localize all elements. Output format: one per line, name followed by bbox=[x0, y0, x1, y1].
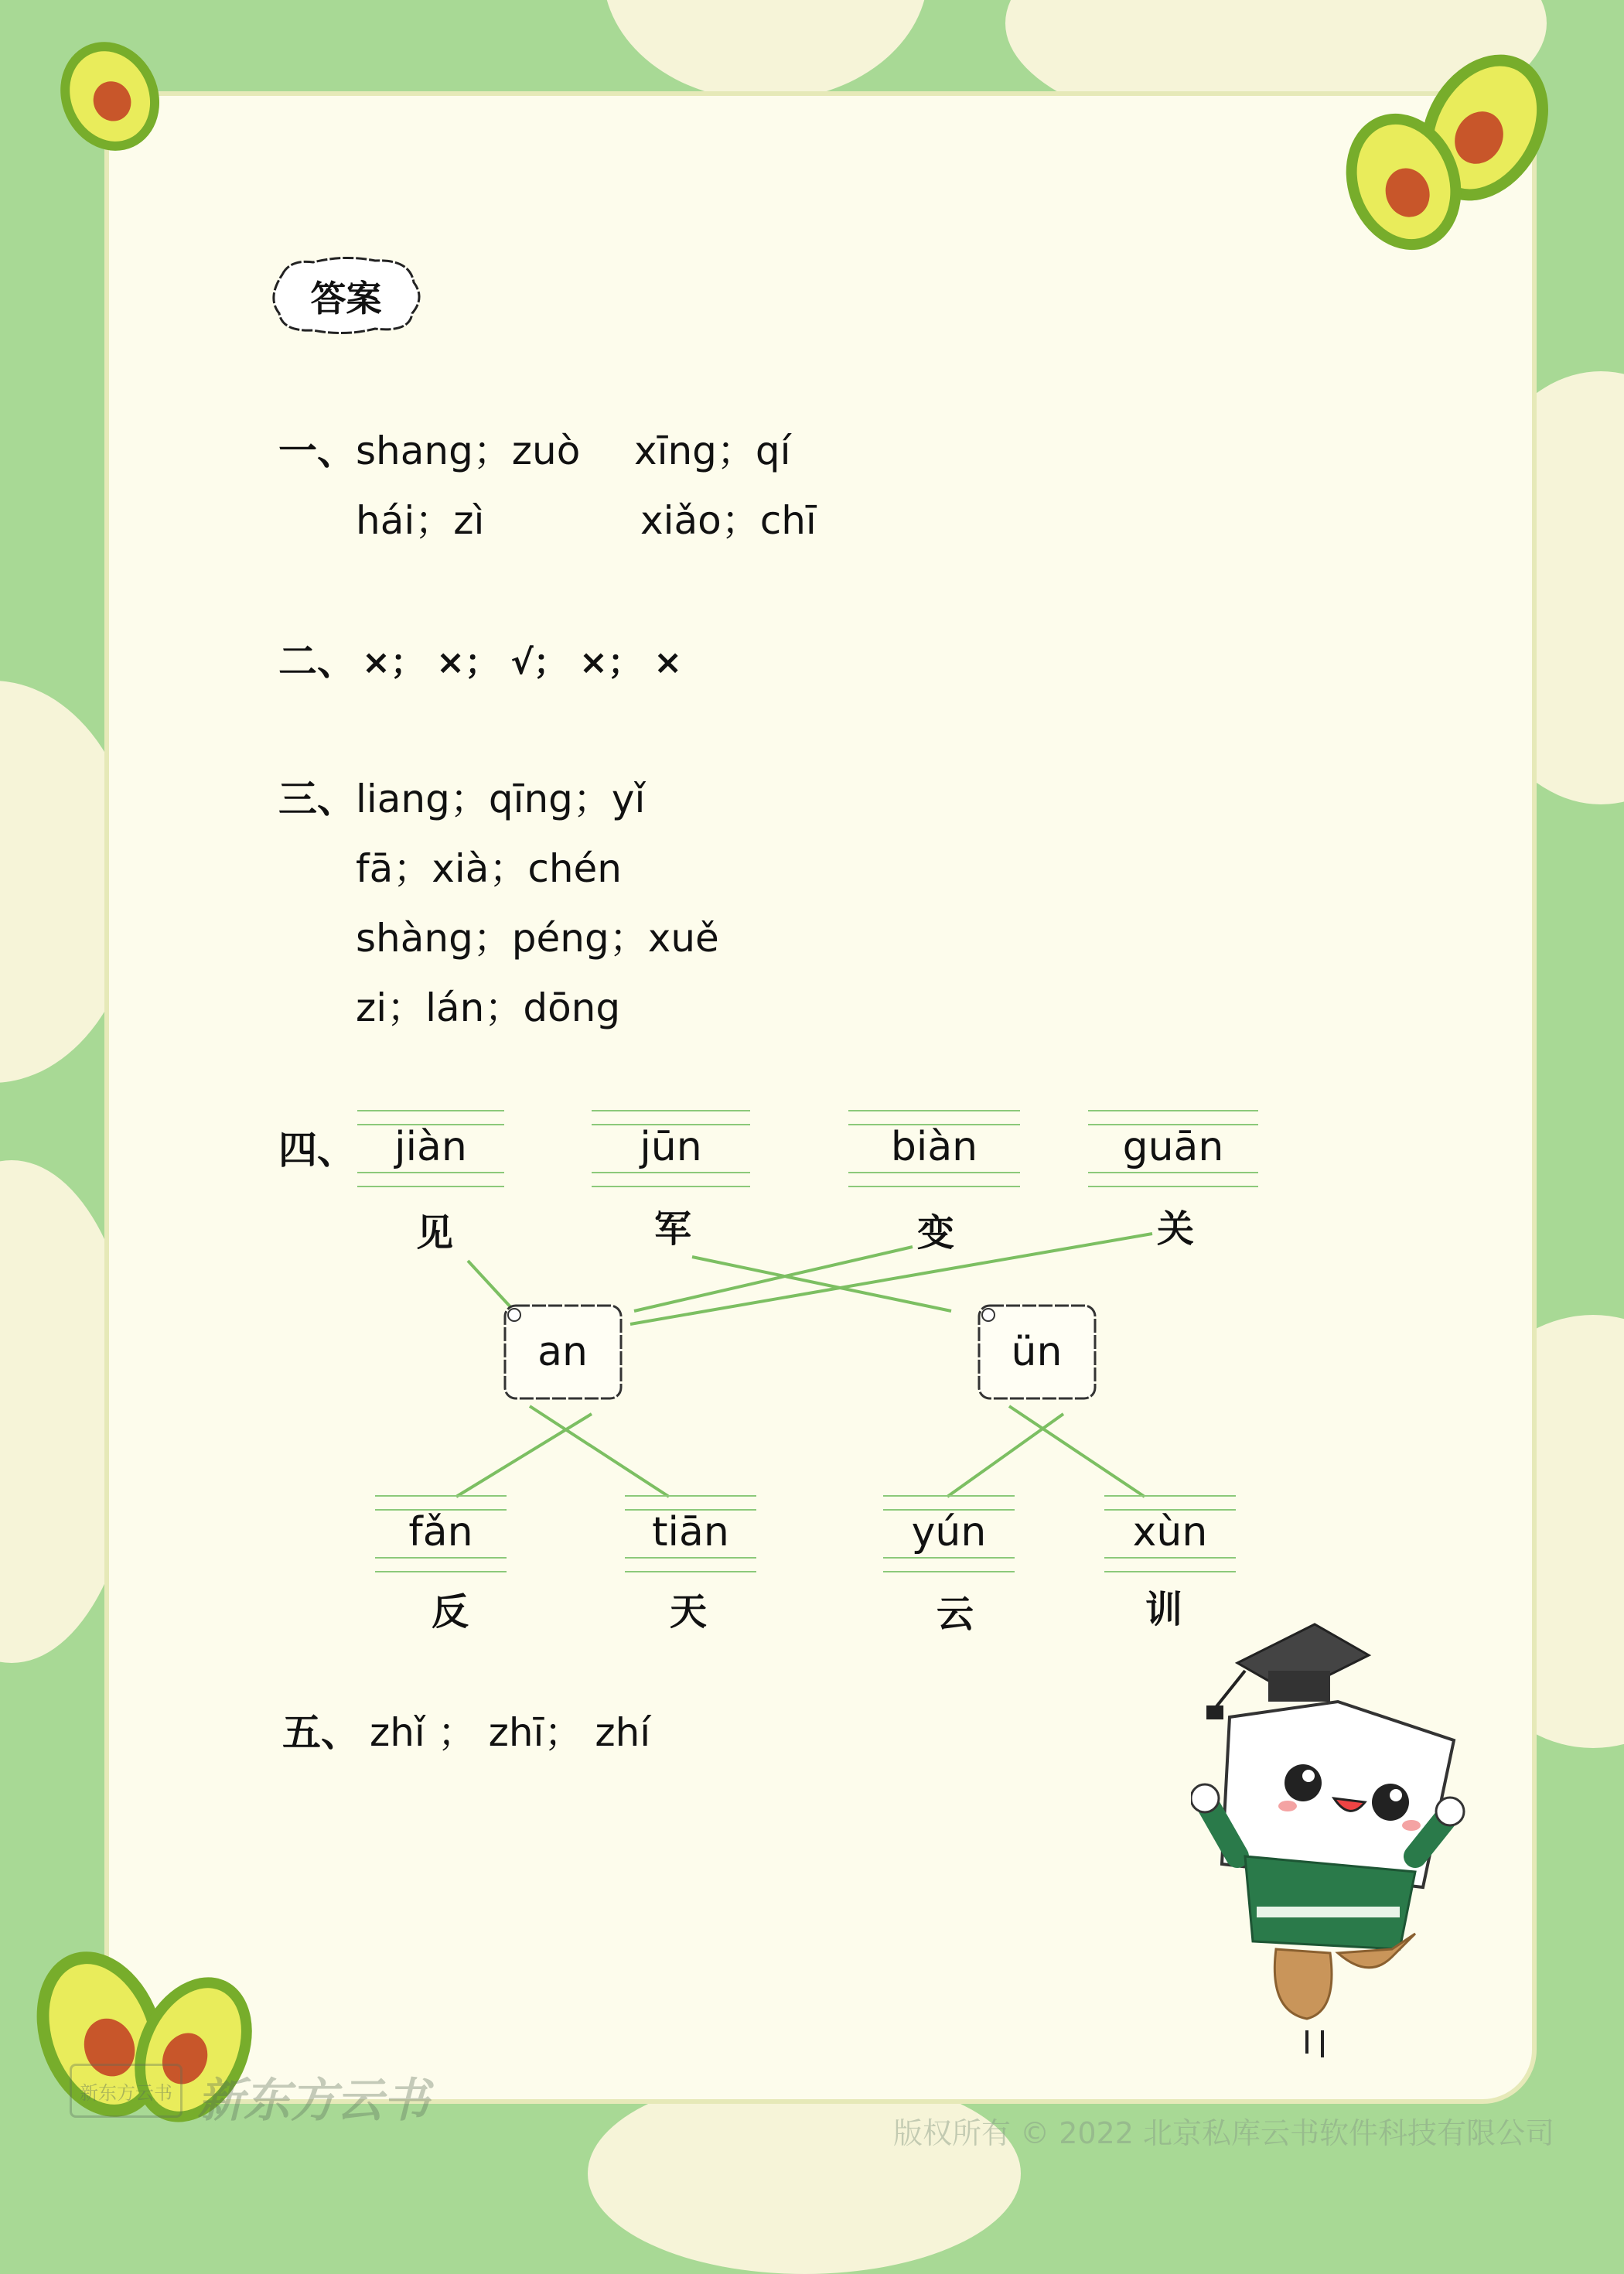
pinyin-text: guān bbox=[1122, 1124, 1224, 1170]
pinyin-text: jūn bbox=[640, 1124, 702, 1170]
brand-logo: 新东方云书 bbox=[70, 2064, 183, 2118]
q1-answer: shang；zuò bbox=[356, 429, 581, 473]
hanzi: 见 bbox=[415, 1211, 453, 1255]
mascot-book-icon bbox=[1191, 1609, 1500, 2073]
pinyin-text: xùn bbox=[1132, 1509, 1208, 1555]
pinyin-box bbox=[625, 1495, 756, 1572]
q3-answer: liang；qīng；yǐ bbox=[356, 777, 646, 821]
pinyin-text: jiàn bbox=[394, 1124, 467, 1170]
pinyin-box bbox=[357, 1110, 504, 1187]
q1-label: 一、 bbox=[278, 429, 356, 473]
pinyin-text: biàn bbox=[890, 1124, 978, 1170]
pinyin-text: fǎn bbox=[408, 1509, 473, 1555]
q3-answer: fā；xià；chén bbox=[356, 846, 622, 891]
q2-label: 二、 bbox=[278, 639, 356, 684]
hanzi: 军 bbox=[653, 1207, 691, 1251]
pinyin-box bbox=[848, 1110, 1020, 1187]
pinyin-box bbox=[375, 1495, 507, 1572]
brand-name: 新东方云书 bbox=[197, 2074, 429, 2128]
pinyin-text: yún bbox=[911, 1509, 987, 1555]
q3-answer: zi；lán；dōng bbox=[356, 985, 621, 1030]
hanzi: 天 bbox=[669, 1590, 707, 1634]
pinyin-text: tiān bbox=[652, 1509, 729, 1555]
q2-answers: ×； ×； √； ×； × bbox=[362, 643, 683, 682]
final-frame bbox=[973, 1299, 1100, 1404]
final-frame bbox=[499, 1299, 626, 1404]
pinyin-box bbox=[1104, 1495, 1236, 1572]
hanzi: 云 bbox=[936, 1593, 974, 1636]
copyright-text: 版权所有 © 2022 北京私库云书软件科技有限公司 bbox=[893, 2116, 1554, 2150]
pinyin-box bbox=[883, 1495, 1015, 1572]
q4-label: 四、 bbox=[278, 1128, 356, 1173]
badge-label: 答案 bbox=[310, 277, 382, 319]
hanzi: 反 bbox=[431, 1590, 469, 1634]
hanzi: 训 bbox=[1145, 1588, 1182, 1631]
q5-label: 五、 bbox=[282, 1710, 360, 1755]
q1-answer: hái；zì bbox=[356, 498, 485, 543]
q3-answer: shàng；péng；xuě bbox=[356, 916, 719, 961]
q5-answers: zhǐ ； zhī； zhí bbox=[370, 1710, 651, 1755]
final-text: an bbox=[537, 1328, 588, 1375]
pinyin-box bbox=[592, 1110, 750, 1187]
hanzi: 关 bbox=[1156, 1207, 1194, 1251]
final-text: ün bbox=[1011, 1328, 1063, 1375]
hanzi: 变 bbox=[916, 1211, 954, 1255]
pinyin-box bbox=[1088, 1110, 1258, 1187]
q1-answer: xiǎo；chī bbox=[640, 498, 817, 543]
q3-label: 三、 bbox=[278, 777, 356, 821]
q1-answer: xīng；qí bbox=[634, 429, 791, 473]
